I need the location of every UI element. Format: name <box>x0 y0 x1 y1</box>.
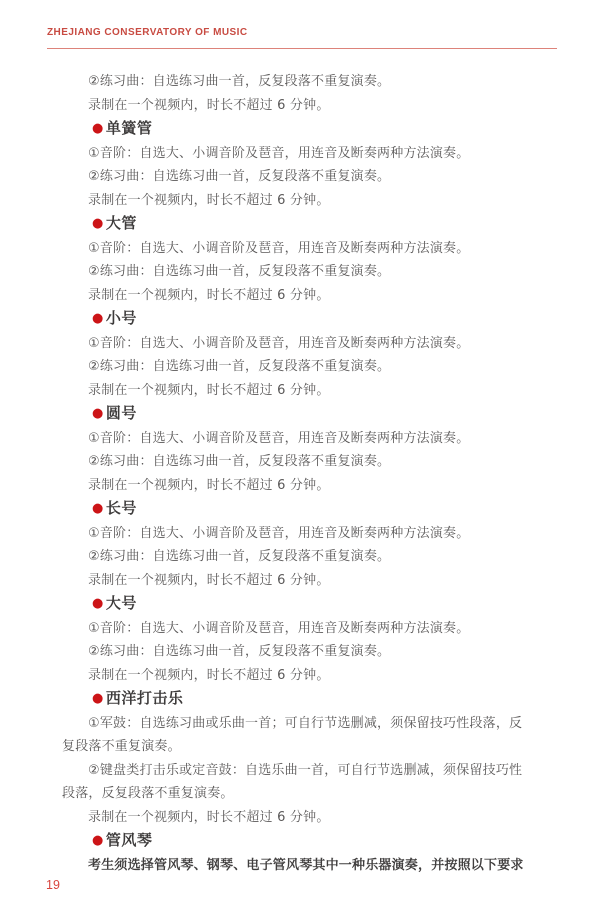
section-heading <box>62 829 524 854</box>
section-bullet-icon: ● <box>92 311 104 326</box>
section-paragraph: ①音阶：自选大、小调音阶及琶音，用连音及断奏两种方法演奏。 <box>88 430 470 446</box>
section-paragraph: ①音阶：自选大、小调音阶及琶音，用连音及断奏两种方法演奏。 <box>88 620 470 636</box>
section-bullet-icon: ● <box>92 833 104 848</box>
section-paragraph: ①音阶：自选大、小调音阶及琶音，用连音及断奏两种方法演奏。 <box>88 525 470 541</box>
section-bullet-icon: ● <box>92 121 104 136</box>
section-heading <box>62 592 524 617</box>
section-paragraph: 录制在一个视频内，时长不超过 6 分钟。 <box>88 809 330 825</box>
section-bullet-icon: ● <box>92 501 104 516</box>
document-content <box>62 70 524 877</box>
section-paragraph: 录制在一个视频内，时长不超过 6 分钟。 <box>88 572 330 588</box>
section-paragraph: 录制在一个视频内，时长不超过 6 分钟。 <box>88 192 330 208</box>
section-bullet-icon: ● <box>92 691 104 706</box>
section-paragraph: ②练习曲：自选练习曲一首，反复段落不重复演奏。 <box>88 549 391 564</box>
section-paragraph: ②键盘类打击乐或定音鼓：自选乐曲一首，可自行节选删减，须保留技巧性段落，反复段落不重复演奏。 <box>62 762 523 801</box>
section-heading <box>62 307 524 332</box>
section-paragraph: ②练习曲：自选练习曲一首，反复段落不重复演奏。 <box>88 454 391 469</box>
header-divider-line <box>47 48 557 49</box>
section-paragraph: ①军鼓：自选练习曲或乐曲一首；可自行节选删减，须保留技巧性段落，反复段落不重复演奏。 <box>62 715 523 754</box>
page-number: 19 <box>46 878 60 892</box>
page-header-title: ZHEJIANG CONSERVATORY OF MUSIC <box>47 27 248 38</box>
section-paragraph: ②练习曲：自选练习曲一首，反复段落不重复演奏。 <box>88 644 391 659</box>
section-heading <box>62 497 524 522</box>
section-paragraph: 录制在一个视频内，时长不超过 6 分钟。 <box>88 477 330 493</box>
section-bullet-icon: ● <box>92 406 104 421</box>
section-bullet-icon: ● <box>92 596 104 611</box>
intro-paragraph: 录制在一个视频内，时长不超过 6 分钟。 <box>88 97 330 113</box>
section-title: 圆号 <box>105 404 137 422</box>
section-title: 管风琴 <box>105 831 153 849</box>
section-heading <box>62 212 524 237</box>
section-paragraph: ②练习曲：自选练习曲一首，反复段落不重复演奏。 <box>88 169 391 184</box>
section-title: 长号 <box>105 499 137 517</box>
section-title: 大管 <box>105 214 137 232</box>
section-title: 大号 <box>105 594 137 612</box>
section-heading <box>62 687 524 712</box>
section-paragraph: ①音阶：自选大、小调音阶及琶音，用连音及断奏两种方法演奏。 <box>88 335 470 351</box>
section-title: 西洋打击乐 <box>105 689 184 707</box>
section-paragraph: ①音阶：自选大、小调音阶及琶音，用连音及断奏两种方法演奏。 <box>88 145 470 161</box>
section-paragraph: 录制在一个视频内，时长不超过 6 分钟。 <box>88 287 330 303</box>
section-paragraph: 录制在一个视频内，时长不超过 6 分钟。 <box>88 667 330 683</box>
section-heading <box>62 117 524 142</box>
section-title: 单簧管 <box>105 119 153 137</box>
intro-paragraph: ②练习曲：自选练习曲一首，反复段落不重复演奏。 <box>88 74 391 89</box>
section-paragraph: ②练习曲：自选练习曲一首，反复段落不重复演奏。 <box>88 359 391 374</box>
section-paragraph: ①音阶：自选大、小调音阶及琶音，用连音及断奏两种方法演奏。 <box>88 240 470 256</box>
section-paragraph: ②练习曲：自选练习曲一首，反复段落不重复演奏。 <box>88 264 391 279</box>
section-heading <box>62 402 524 427</box>
section-paragraph: 录制在一个视频内，时长不超过 6 分钟。 <box>88 382 330 398</box>
section-title: 小号 <box>105 309 137 327</box>
section-paragraph: 考生须选择管风琴、钢琴、电子管风琴其中一种乐器演奏，并按照以下要求 <box>88 857 524 873</box>
section-bullet-icon: ● <box>92 216 104 231</box>
